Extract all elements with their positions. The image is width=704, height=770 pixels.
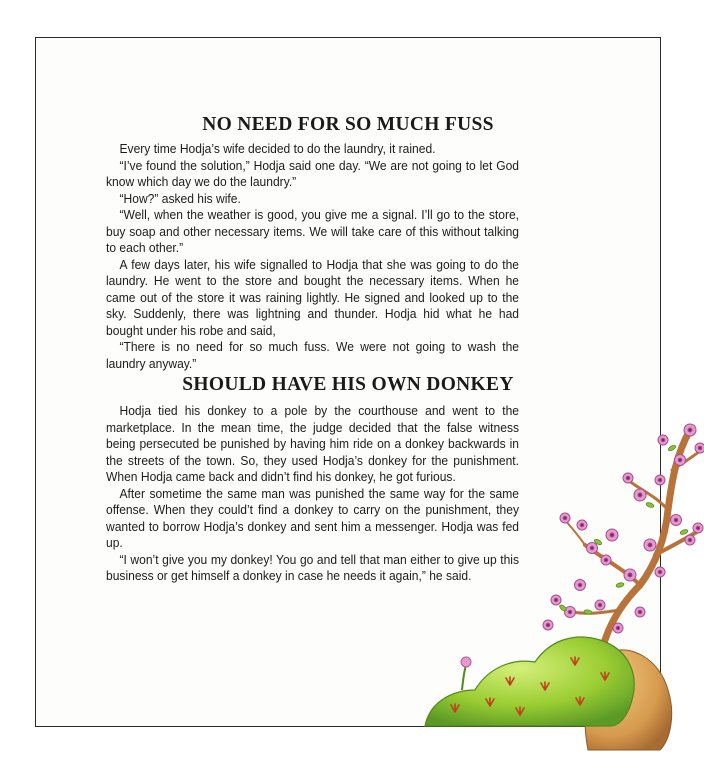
story-paragraph: Hodja tied his donkey to a pole by the courthouse and went to the marketplace. In the mean time, the judge decided that the false witness being persecuted be punished by having him ride on a donkey backwards in the streets of the town. So, they used Hodja’s donkey for the punishment. When Hodja came back and didn’t find his donkey, he got furious.: [106, 404, 520, 484]
story-body-donkey: [106, 403, 519, 585]
story-paragraph: A few days later, his wife signalled to Hodja that she was going to do the laundry. He went to the store and bought the necessary items. When he came out of the store it was raining lightly. He signed and looked up to the sky. Suddenly, there was lightning and thunder. Hodja hid what he had bought under his robe and said,: [106, 257, 520, 338]
story-paragraph: “There is no need for so much fuss. We were not going to wash the laundry anyway.”: [106, 340, 520, 371]
story-title-donkey: SHOULD HAVE HIS OWN DONKEY: [182, 374, 514, 395]
story-paragraph: “How?” asked his wife.: [119, 191, 241, 206]
story-paragraph: Every time Hodja’s wife decided to do the laundry, it rained.: [119, 142, 436, 156]
story-paragraph: “I won’t give you my donkey! You go and tell that man either to give up this business or get himself a donkey in case he needs it again,” he said.: [106, 552, 520, 583]
story-paragraph: “Well, when the weather is good, you give me a signal. I’ll go to the store, buy soap and other necessary items. We will take care of this without talking to each other.”: [106, 208, 520, 255]
story-paragraph: “I’ve found the solution,” Hodja said one day. “We are not going to let God know which day we do the laundry.”: [106, 158, 520, 189]
story-paragraph: After sometime the same man was punished the same way for the same offense. When they could’t find a donkey to carry on the punishment, they wanted to borrow Hodja’s donkey and sent him a messenger. Hodja was fed up.: [106, 486, 520, 550]
story-title-fuss: NO NEED FOR SO MUCH FUSS: [202, 114, 494, 135]
story-body-fuss: [106, 141, 519, 372]
